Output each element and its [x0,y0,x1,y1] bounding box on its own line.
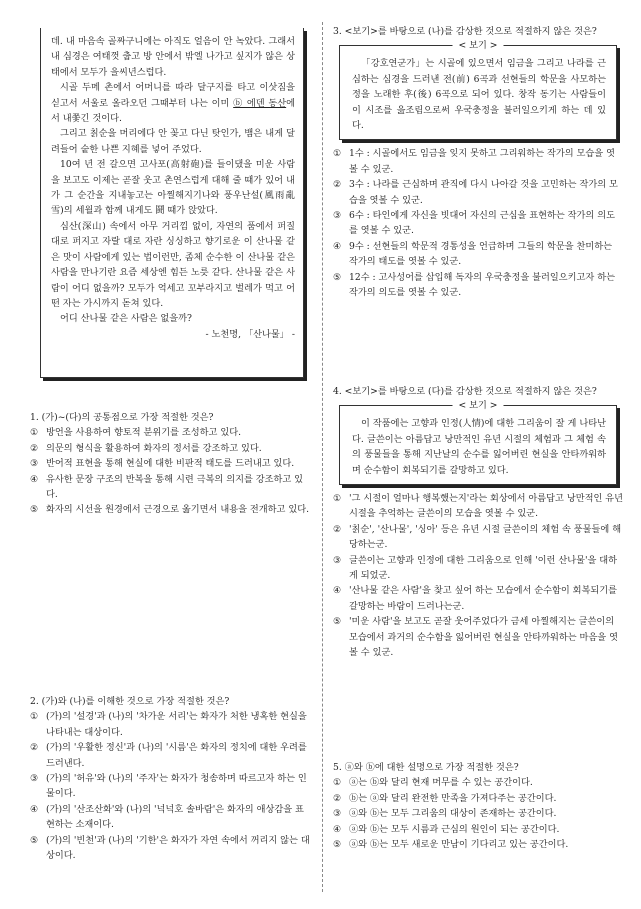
option-1[interactable]: ① (가)의 '설경'과 (나)의 '차가운 서리'는 화자가 처한 냉혹한 현실을 나타내는 대상이다. [30,711,307,738]
question-4 [333,384,623,661]
passage-paragraph: 어디 산나물 같은 사람은 없을까? [60,313,192,325]
option-1[interactable]: ① 방언을 사용하여 향토적 분위기를 조성하고 있다. [30,427,242,439]
option-2[interactable]: ② (가)의 '우활한 정신'과 (나)의 '시름'은 화자의 정치에 대한 우려를 드러낸다. [30,742,307,769]
question-2 [30,694,312,863]
option-4[interactable]: ④ ⓐ와 ⓑ는 모두 시름과 근심의 원인이 되는 공간이다. [333,823,560,835]
bogi-box [339,400,617,485]
option-2[interactable]: ② ⓑ는 ⓐ와 달리 완전한 만족을 가져다주는 공간이다. [333,792,557,804]
option-5[interactable]: ⑤ '미운 사람'을 보고도 곧잘 웃어주었다가 금세 아찔해지는 글쓴이의 모습에서 과거의 순수함을 잃어버린 현실을 안타까워하는 마음을 엿볼 수 있군. [333,616,618,659]
bogi-text: 이 작품에는 고향과 인정(人情)에 대한 그리움이 잘 게 나타난다. 글쓴이는 아름답고 낭만적인 유년 시절의 체험과 그 체험 속의 풍물들을 통해 지난날의 순수를 잃어버린 현실을 안타까워하며 순수함이 회복되기를 갈망하고 있다. [352,418,606,476]
option-3[interactable]: ③ (가)의 '허유'와 (나)의 '주자'는 화자가 청송하며 따르고자 하는 인물이다. [30,773,307,800]
question-stem: 5. ⓐ와 ⓑ에 대한 설명으로 가장 적절한 것은? [333,762,519,773]
option-1[interactable]: ① ⓐ는 ⓑ와 달리 현재 머무를 수 있는 공간이다. [333,777,533,789]
option-2[interactable]: ② 3수 : 나라를 근심하며 관직에 다시 나아갈 것을 고민하는 작가의 모습을 엿볼 수 있군. [333,179,618,206]
option-4[interactable]: ④ 9수 : 선현들의 학문적 경통성을 언급하며 그들의 학문을 찬미하는 작가의 태도를 엿볼 수 있군. [333,240,613,268]
question-stem: 4. <보기>를 바탕으로 (다)를 감상한 것으로 적절하지 않은 것은? [333,386,597,397]
bogi-text: 「강호연군가」는 시골에 있으면서 임금을 그리고 나라를 근심하는 심경을 드러낸 전(前) 6곡과 선현들의 학문을 사모하는 정을 노래한 후(後) 6곡으로 되어 있다. 창작 동기는 사람들이 이 시조를 읊조림으로써 우국충정을 불러일으키게 하는 데 있다. [352,58,606,132]
bogi-title: < 보기 > [453,398,504,413]
option-5[interactable]: ⑤ (가)의 '빈천'과 (나)의 '기한'은 화자가 자연 속에서 꺼리지 않는 대상이다. [30,834,310,862]
option-3[interactable]: ③ ⓐ와 ⓑ는 모두 그리움의 대상이 존재하는 공간이다. [333,808,557,820]
question-stem: 2. (가)와 (나)를 이해한 것으로 가장 적절한 것은? [30,696,230,707]
question-3 [333,24,623,301]
option-4[interactable]: ④ 유사한 문장 구조의 반복을 통해 시련 극복의 의지를 강조하고 있다. [30,473,304,501]
question-stem: 3. <보기>를 바탕으로 (나)를 감상한 것으로 적절하지 않은 것은? [333,26,597,37]
passage-paragraph: 10여 년 전 갈으면 고사포(高射砲)를 들이댔을 미운 사람을 보고도 이제는 곧잘 웃고 촌연스럽게 대해 줄 때가 있어 내가 그 순간을 지내놓고는 아찔해지기나와 풍우난설(風雨亂雪)의 세월과 함께 내게도 鬪 때가 앉았다. [51,159,295,217]
passage-paragraph: 데. 내 마음속 골짜구니에는 아직도 얼음이 안 녹았다. 그래서 내 심경은 여태껏 춥고 방 안에서 밖엘 나가고 싶지가 않은 상태에서 모두가 을씨년스럽다. [51,36,295,78]
option-5[interactable]: ⑤ 화자의 시선을 원경에서 근경으로 옮기면서 내용을 전개하고 있다. [30,504,309,516]
passage-source: - 노천명, 「산나물」 - [205,328,295,340]
option-3[interactable]: ③ 반어적 표현을 통해 현실에 대한 비판적 태도를 드러내고 있다. [30,458,295,470]
passage-box [40,28,304,378]
option-2[interactable]: ② 의문의 형식을 활용하여 화자의 정서를 강조하고 있다. [30,442,262,454]
option-5[interactable]: ⑤ ⓐ와 ⓑ는 모두 새로운 만남이 기다리고 있는 공간이다. [333,839,569,851]
passage-paragraph: 시골 두메 촌에서 어머니를 따라 달구지를 타고 이삿짐을 싣고서 서울로 올라오던 그때부터 나는 이미 ⓑ 에덴 동산에서 내쫓긴 것이다. [51,82,296,125]
option-2[interactable]: ② '칡순', '산나물', '싱아' 등은 유년 시절 글쓴이의 체험 속 풍물들에 해당하는군. [333,523,622,551]
option-1[interactable]: ① 1수 : 시골에서도 임금을 잊지 못하고 그리워하는 작가의 모습을 엿볼 수 있군. [333,148,615,175]
option-3[interactable]: ③ 6수 : 타인에게 자신을 빗대어 자신의 근심을 표현하는 작가의 의도를 엿볼 수 있군. [333,210,615,237]
column-divider [322,22,323,892]
option-4[interactable]: ④ '산나물 같은 사람'을 찾고 싶어 하는 모습에서 순수함이 회복되기를 갈망하는 바람이 드러나는군. [333,585,618,612]
option-4[interactable]: ④ (가)의 '산조산화'와 (나)의 '넉넉호 솔바람'은 화자의 애상감을 표현하는 소재이다. [30,803,304,831]
question-1 [30,410,312,518]
bogi-title: < 보기 > [453,38,504,53]
option-5[interactable]: ⑤ 12수 : 고사성어를 삽입해 독자의 우국충정을 불러일으키고자 하는 작가의 의도를 엿볼 수 있군. [333,271,615,299]
underlined-b-eden: ⓑ 에덴 동산 [233,97,287,109]
bogi-box [339,40,617,140]
passage-paragraph: 그리고 칡순을 머리에다 안 꽂고 다닌 탓인가, 뱀은 내게 달려들어 숱한 나쁜 지혜를 넣어 주었다. [51,128,295,155]
question-stem: 1. (가)~(다)의 공통점으로 가장 적절한 것은? [30,412,214,423]
passage-paragraph: 심산(深山) 속에서 아무 거리낌 없이, 자연의 품에서 퍼질 대로 퍼지고 자랄 대로 자란 싱싱하고 향기로운 이 산나물 같은 맛이 사람에게 있는 법이런만, 좀체 순수한 이 산나물 같은 사람을 만나기란 요즘 세상엔 힘든 노릇 같다. 산나물 같은 사람이 어디 없을까? 모두가 억세고 꼬부라지고 벌레가 먹고 어떤 자는 가시까지 돋쳐 있다. [51,220,295,309]
option-1[interactable]: ① '그 시절이 얼마나 행복했는지'라는 회상에서 아름답고 낭만적인 유년 시절을 추억하는 글쓴이의 모습을 엿볼 수 있군. [333,493,623,520]
option-3[interactable]: ③ 글쓴이는 고향과 인정에 대한 그리움으로 인해 '이런 산나물'을 대하게 되었군. [333,554,618,582]
question-5 [333,760,623,852]
